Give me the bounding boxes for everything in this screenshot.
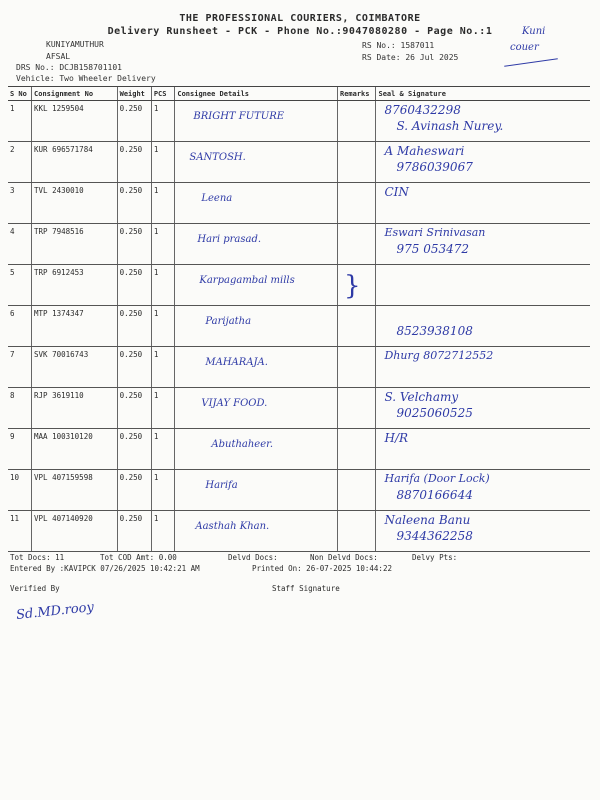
- cell-sno: 5: [8, 265, 32, 306]
- drs-number: [16, 63, 122, 72]
- delivery-points: Delvy Pts:: [412, 553, 458, 562]
- drs-value: DCJB158701101: [59, 63, 122, 72]
- entered-by: Entered By :KAVIPCK 07/26/2025 10:42:21 AM: [10, 564, 200, 573]
- cell-remarks: [337, 388, 376, 429]
- corner-note-1: Kuni: [522, 26, 546, 37]
- signature-line-2: 9344362258: [396, 529, 473, 543]
- cell-weight: 0.250: [117, 142, 151, 183]
- non-delivered-docs: Non Delvd Docs:: [310, 553, 378, 562]
- signature-line-1: Harifa (Door Lock): [384, 472, 490, 485]
- cell-consignee: [175, 429, 338, 470]
- cell-pcs: 1: [151, 224, 175, 265]
- cell-sno: 11: [8, 511, 32, 552]
- cell-sno: 2: [8, 142, 32, 183]
- consignee-handwriting: Karpagambal mills: [199, 275, 295, 286]
- cell-weight: 0.250: [117, 388, 151, 429]
- cell-remarks: [337, 224, 376, 265]
- consignee-handwriting: BRIGHT FUTURE: [193, 111, 285, 122]
- cell-remarks: [337, 142, 376, 183]
- table-row: [8, 388, 590, 429]
- col-header-remarks: Remarks: [337, 87, 376, 101]
- cell-weight: 0.250: [117, 470, 151, 511]
- cell-weight: 0.250: [117, 511, 151, 552]
- consignee-handwriting: VIJAY FOOD.: [201, 398, 268, 409]
- cell-sno: 8: [8, 388, 32, 429]
- cell-pcs: 1: [151, 429, 175, 470]
- table-row: [8, 142, 590, 183]
- total-docs: Tot Docs: 11: [10, 553, 65, 562]
- table-row: [8, 224, 590, 265]
- cell-sno: 9: [8, 429, 32, 470]
- cell-remarks: [337, 101, 376, 142]
- branch-name: KUNIYAMUTHUR: [46, 40, 104, 49]
- consignee-handwriting: Leena: [201, 193, 233, 204]
- table-header-row: [8, 87, 590, 101]
- cell-remarks: [337, 265, 376, 306]
- cell-signature: [376, 306, 590, 347]
- cell-signature: [376, 142, 590, 183]
- consignee-handwriting: Parijatha: [205, 316, 252, 327]
- cell-sno: 7: [8, 347, 32, 388]
- rs-date: RS Date: 26 Jul 2025: [362, 53, 459, 62]
- cell-consignee: [175, 511, 338, 552]
- cell-consignment-no: SVK 70016743: [32, 347, 118, 388]
- cell-remarks: [337, 429, 376, 470]
- cell-consignment-no: TVL 2430010: [32, 183, 118, 224]
- signature-line-2: 9786039067: [396, 160, 473, 174]
- cell-sno: 4: [8, 224, 32, 265]
- cell-sno: 1: [8, 101, 32, 142]
- signature-line-1: Eswari Srinivasan: [384, 226, 486, 239]
- col-header-consignee: Consignee Details: [175, 87, 338, 101]
- cell-weight: 0.250: [117, 265, 151, 306]
- cell-weight: 0.250: [117, 347, 151, 388]
- verified-by-label: Verified By: [10, 584, 60, 593]
- cell-remarks: [337, 470, 376, 511]
- consignee-handwriting: Aasthah Khan.: [195, 521, 270, 532]
- consignee-handwriting: MAHARAJA.: [205, 357, 268, 368]
- cell-sno: 10: [8, 470, 32, 511]
- printed-on: Printed On: 26-07-2025 10:44:22: [252, 564, 392, 573]
- cell-consignment-no: VPL 407140920: [32, 511, 118, 552]
- consignee-handwriting: Abuthaheer.: [211, 439, 273, 450]
- verifier-signature: Sd.MD.rooy: [15, 599, 95, 624]
- cell-consignee: [175, 470, 338, 511]
- cell-remarks: [337, 183, 376, 224]
- cell-signature: [376, 347, 590, 388]
- table-row: [8, 183, 590, 224]
- cell-pcs: 1: [151, 183, 175, 224]
- runsheet-title: Delivery Runsheet - PCK - Phone No.:9047080280 - Page No.:1: [107, 26, 493, 37]
- corner-note-2: couer: [510, 42, 539, 53]
- cell-remarks: [337, 511, 376, 552]
- cell-remarks: [337, 347, 376, 388]
- runsheet-table: [8, 86, 590, 552]
- col-header-pcs: PCS: [151, 87, 175, 101]
- cell-signature: [376, 224, 590, 265]
- cell-pcs: 1: [151, 347, 175, 388]
- cell-consignment-no: KKL 1259504: [32, 101, 118, 142]
- consignee-handwriting: Hari prasad.: [197, 234, 262, 245]
- cell-remarks: [337, 306, 376, 347]
- table-row: [8, 470, 590, 511]
- cell-weight: 0.250: [117, 101, 151, 142]
- signature-line-1: CIN: [384, 185, 409, 199]
- signature-line-1: Naleena Banu: [384, 513, 471, 527]
- col-header-consignment: Consignment No: [32, 87, 118, 101]
- signature-line-2: 975 053472: [396, 242, 470, 256]
- signature-line-2: 8870166644: [396, 488, 473, 502]
- vehicle-info: Vehicle: Two Wheeler Delivery: [16, 74, 156, 83]
- cell-consignee: [175, 306, 338, 347]
- cell-pcs: 1: [151, 388, 175, 429]
- table-row: [8, 511, 590, 552]
- staff-name: AFSAL: [46, 52, 71, 61]
- drs-label: DRS No.:: [16, 63, 55, 72]
- signature-line-2: S. Avinash Nurey.: [396, 119, 504, 133]
- delivered-docs: Delvd Docs:: [228, 553, 278, 562]
- signature-line-1: H/R: [384, 431, 409, 445]
- cell-consignee: [175, 388, 338, 429]
- signature-line-2: 8523938108: [396, 324, 473, 338]
- cell-signature: [376, 429, 590, 470]
- cell-signature: [376, 101, 590, 142]
- table-row: [8, 265, 590, 306]
- table-row: [8, 101, 590, 142]
- cell-consignee: [175, 265, 338, 306]
- signature-line-1: S. Velchamy: [384, 390, 459, 404]
- cell-pcs: 1: [151, 470, 175, 511]
- cell-sno: 3: [8, 183, 32, 224]
- cell-signature: [376, 511, 590, 552]
- corner-underline: [504, 58, 558, 67]
- cell-consignment-no: MTP 1374347: [32, 306, 118, 347]
- table-row: [8, 429, 590, 470]
- cell-weight: 0.250: [117, 429, 151, 470]
- cell-consignment-no: TRP 6912453: [32, 265, 118, 306]
- cell-consignee: [175, 183, 338, 224]
- cell-consignee: [175, 142, 338, 183]
- signature-line-1: Dhurg 8072712552: [384, 349, 494, 362]
- cell-signature: [376, 470, 590, 511]
- cell-pcs: 1: [151, 511, 175, 552]
- cell-consignment-no: RJP 3619110: [32, 388, 118, 429]
- cell-consignment-no: MAA 100310120: [32, 429, 118, 470]
- cell-sno: 6: [8, 306, 32, 347]
- consignee-handwriting: Harifa: [205, 480, 238, 491]
- rs-number: RS No.: 1587011: [362, 41, 435, 50]
- table-row: [8, 306, 590, 347]
- signature-line-1: A Maheswari: [384, 144, 465, 158]
- cell-pcs: 1: [151, 265, 175, 306]
- cell-pcs: 1: [151, 306, 175, 347]
- staff-signature-label: Staff Signature: [272, 584, 340, 593]
- cell-weight: 0.250: [117, 306, 151, 347]
- consignee-handwriting: SANTOSH.: [189, 152, 246, 163]
- cell-consignee: [175, 224, 338, 265]
- col-header-weight: Weight: [117, 87, 151, 101]
- cell-weight: 0.250: [117, 183, 151, 224]
- signature-line-2: 9025060525: [396, 406, 473, 420]
- signature-line-1: 8760432298: [384, 103, 461, 117]
- cell-signature: [376, 183, 590, 224]
- cell-pcs: 1: [151, 101, 175, 142]
- company-name: THE PROFESSIONAL COURIERS, COIMBATORE: [179, 13, 421, 24]
- cell-weight: 0.250: [117, 224, 151, 265]
- col-header-signature: Seal & Signature: [376, 87, 590, 101]
- cell-pcs: 1: [151, 142, 175, 183]
- total-cod: Tot COD Amt: 0.00: [100, 553, 177, 562]
- cell-consignment-no: KUR 696571784: [32, 142, 118, 183]
- cell-consignee: [175, 101, 338, 142]
- cell-consignee: [175, 347, 338, 388]
- col-header-sno: S No: [8, 87, 32, 101]
- table-row: [8, 347, 590, 388]
- remarks-brace-mark: }: [343, 271, 361, 301]
- cell-signature: [376, 388, 590, 429]
- cell-signature: [376, 265, 590, 306]
- cell-consignment-no: TRP 7948516: [32, 224, 118, 265]
- cell-consignment-no: VPL 407159598: [32, 470, 118, 511]
